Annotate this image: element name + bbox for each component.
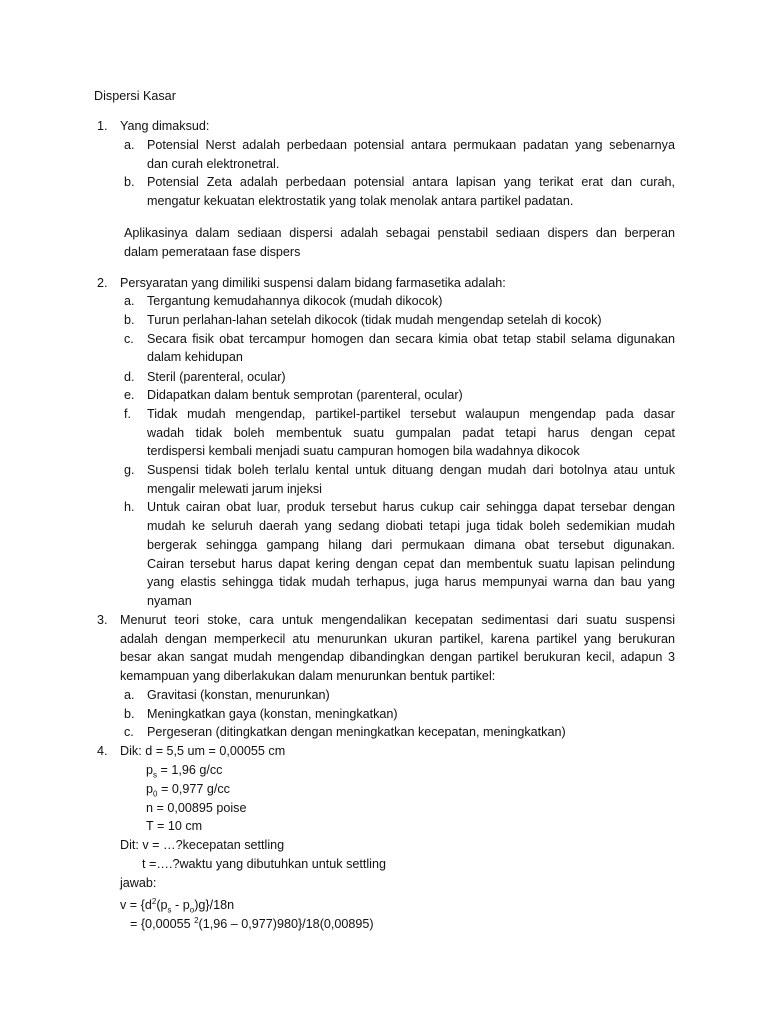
- q2-g-line2: mengalir melewati jarum injeksi: [147, 482, 322, 496]
- q2-a-text: Tergantung kemudahannya dikocok (mudah dikocok): [147, 294, 443, 308]
- q1-a-marker: a.: [124, 138, 135, 152]
- q2-f-line2: wadah tidak boleh membentuk suatu gumpalan padat tetapi harus dengan cepat: [147, 426, 675, 440]
- q2-c-line1: Secara fisik obat tercampur homogen dan secara kimia obat tetap stabil selama digunakan: [147, 332, 675, 346]
- q1-a-line2: dan curah elektronetral.: [147, 157, 280, 171]
- q2-f-line3: terdispersi kembali menjadi suatu campuran homogen bila wadahnya dikocok: [147, 444, 580, 458]
- q2-a-marker: a.: [124, 294, 135, 308]
- q3-b-text: Meningkatkan gaya (konstan, meningkatkan): [147, 707, 398, 721]
- q2-f-line1: Tidak mudah mengendap, partikel-partikel tersebut walaupun mengendap pada dasar: [147, 407, 675, 421]
- q3-line4: kemampuan yang diberlakukan dalam menurunkan bentuk partikel:: [120, 669, 496, 683]
- q1-number: 1.: [97, 119, 108, 133]
- q2-c-marker: c.: [124, 332, 134, 346]
- q2-d-marker: d.: [124, 370, 135, 384]
- q3-a-text: Gravitasi (konstan, menurunkan): [147, 688, 330, 702]
- formula-subscript: s: [167, 905, 172, 915]
- document-title: Dispersi Kasar: [94, 89, 176, 103]
- q2-b-text: Turun perlahan-lahan setelah dikocok (tidak mudah mengendap setelah di kocok): [147, 313, 602, 327]
- q2-h-marker: h.: [124, 500, 135, 514]
- q1-paragraph-line1: Aplikasinya dalam sediaan dispersi adalah sebagai penstabil sediaan dispers dan berperan: [124, 226, 675, 240]
- q1-paragraph-line2: dalam pemerataan fase dispers: [124, 245, 301, 259]
- q2-b-marker: b.: [124, 313, 135, 327]
- ps-value: = 1,96 g/cc: [157, 763, 223, 777]
- q2-e-text: Didapatkan dalam bentuk semprotan (parenteral, ocular): [147, 388, 463, 402]
- po-subscript: 0: [153, 789, 158, 799]
- q3-c-text: Pergeseran (ditingkatkan dengan meningkatkan kecepatan, meningkatkan): [147, 725, 566, 739]
- q4-given-t: T = 10 cm: [146, 819, 203, 833]
- q2-number: 2.: [97, 276, 108, 290]
- q2-g-marker: g.: [124, 463, 135, 477]
- q4-given-n: n = 0,00895 poise: [146, 801, 247, 815]
- q3-b-marker: b.: [124, 707, 135, 721]
- q2-f-marker: f.: [124, 407, 131, 421]
- q1-b-line1: Potensial Zeta adalah perbedaan potensial antara lapisan yang terikat erat dan curah,: [147, 175, 675, 189]
- q3-number: 3.: [97, 613, 108, 627]
- q4-given-d: Dik: d = 5,5 um = 0,00055 cm: [120, 744, 286, 758]
- q2-h-line1: Untuk cairan obat luar, produk tersebut harus cukup cair sehingga dapat tersebar dengan: [147, 500, 675, 514]
- formula-part: v = {d: [120, 898, 152, 913]
- q3-a-marker: a.: [124, 688, 135, 702]
- formula-part: - p: [171, 898, 190, 913]
- q2-h-line4: Cairan tersebut harus dapat kering dengan cepat dan membentuk suatu lapisan pelindung: [147, 557, 675, 571]
- ps-subscript: s: [153, 770, 158, 780]
- substitution-superscript: 2: [194, 916, 199, 925]
- po-symbol: p: [146, 782, 154, 796]
- formula-subscript: o: [189, 905, 195, 915]
- q4-number: 4.: [97, 744, 108, 758]
- q4-substitution: [130, 911, 374, 934]
- q1-heading: Yang dimaksud:: [120, 119, 210, 133]
- formula-superscript: 2: [151, 897, 157, 906]
- q4-answer-label: jawab:: [120, 876, 157, 890]
- q1-b-marker: b.: [124, 175, 135, 189]
- q3-c-marker: c.: [124, 725, 134, 739]
- q2-h-line5: yang elastis sehingga tidak mudah terhapus, juga harus mempunyai warna dan bau yang: [147, 575, 675, 589]
- q3-line1: Menurut teori stoke, cara untuk mengendalikan kecepatan sedimentasi dari suatu suspensi: [120, 613, 675, 627]
- formula-part: )g}/18n: [194, 898, 235, 913]
- q2-h-line6: nyaman: [147, 594, 192, 608]
- substitution-part: (1,96 – 0,977)980}/18(0,00895): [198, 917, 374, 932]
- q2-g-line1: Suspensi tidak boleh terlalu kental untuk dituang dengan mudah dari botolnya atau untuk: [147, 463, 675, 477]
- q2-c-line2: dalam kehidupan: [147, 350, 243, 364]
- q3-line2: adalah dengan memperkecil atu menurunkan ukuran partikel, karena partikel yang berukuran: [120, 632, 675, 646]
- q1-b-line2: mengatur kekuatan elektrostatik yang tolak menolak antara partikel padatan.: [147, 194, 574, 208]
- formula-part: (p: [156, 898, 168, 913]
- q2-h-line3: bergerak sehingga gampang hilang dari permukaan dimana obat tersebut digunakan.: [147, 538, 675, 552]
- q2-h-line2: mudah ke seluruh daerah yang sedang diobati tetapi juga tidak boleh sedemikian mudah: [147, 519, 675, 533]
- ps-symbol: p: [146, 763, 154, 777]
- substitution-part: = {0,00055: [130, 917, 195, 932]
- q4-asked-t: t =….?waktu yang dibutuhkan untuk settling: [142, 857, 386, 871]
- q2-heading: Persyaratan yang dimiliki suspensi dalam bidang farmasetika adalah:: [120, 276, 506, 290]
- q4-asked-v: Dit: v = …?kecepatan settling: [120, 838, 285, 852]
- po-value: = 0,977 g/cc: [157, 782, 230, 796]
- q3-line3: besar akan sangat mudah mengendap dibandingkan dengan partikel berukuran kecil, adapun 3: [120, 650, 675, 664]
- q1-a-line1: Potensial Nerst adalah perbedaan potensial antara permukaan padatan yang sebenarnya: [147, 138, 675, 152]
- q2-e-marker: e.: [124, 388, 135, 402]
- q2-d-text: Steril (parenteral, ocular): [147, 370, 286, 384]
